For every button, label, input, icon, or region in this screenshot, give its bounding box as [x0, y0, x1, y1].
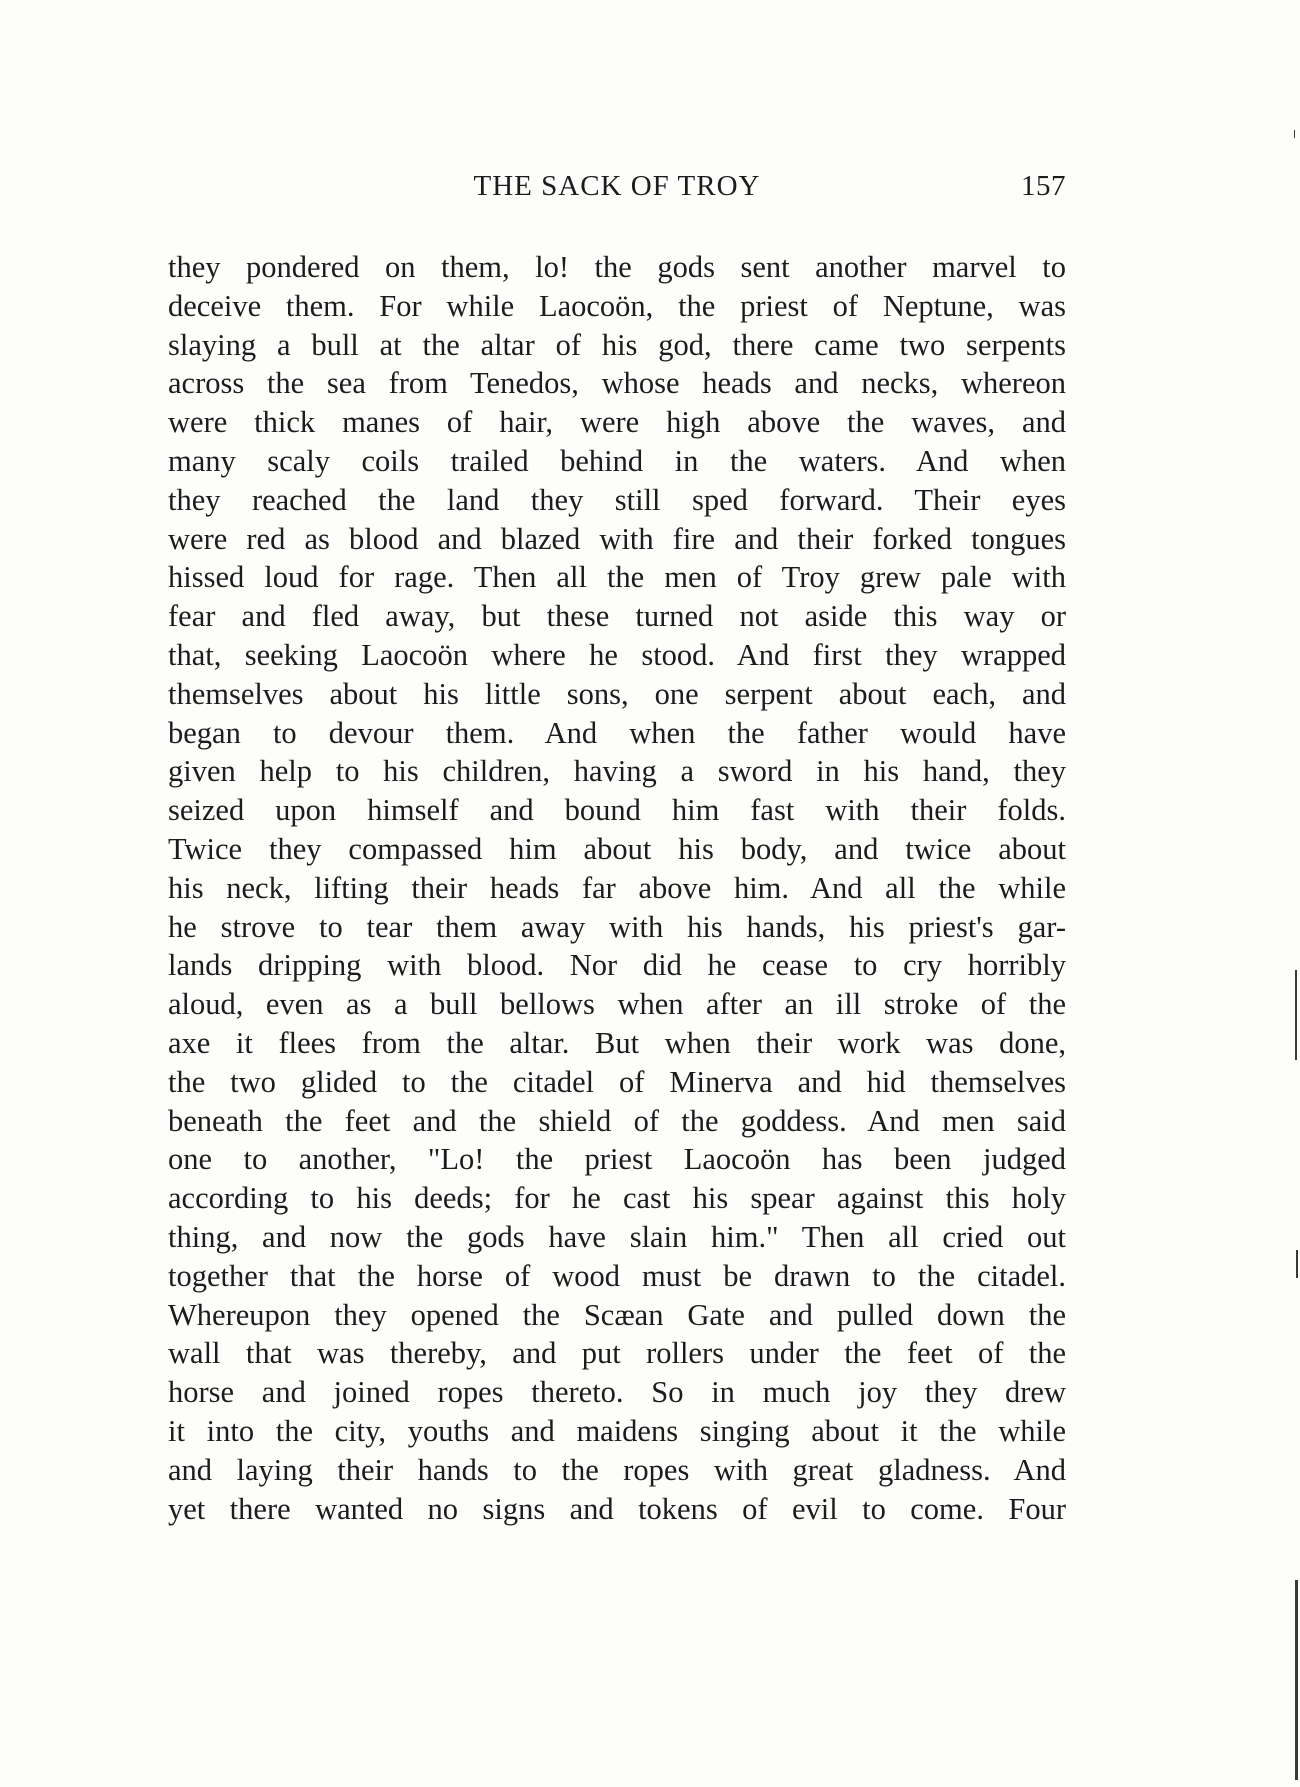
text-line: and laying their hands to the ropes with great gladness. And	[168, 1452, 1066, 1487]
text-line: fear and fled away, but these turned not aside this way or	[168, 599, 1066, 634]
text-line: themselves about his little sons, one serpent about each, and	[168, 676, 1066, 711]
text-line: the two glided to the citadel of Minerva and hid themselves	[168, 1064, 1066, 1099]
text-line: began to devour them. And when the father would have	[168, 715, 1066, 750]
text-line: seized upon himself and bound him fast with their folds.	[168, 793, 1066, 828]
text-line: that, seeking Laocoön where he stood. And first they wrapped	[168, 637, 1066, 672]
text-line: were thick manes of hair, were high above the waves, and	[168, 405, 1066, 440]
text-line: yet there wanted no signs and tokens of evil to come. Four	[168, 1491, 1066, 1526]
text-line: wall that was thereby, and put rollers under the feet of the	[168, 1336, 1066, 1371]
scan-edge-mark	[1295, 1580, 1298, 1780]
text-line: hissed loud for rage. Then all the men of Troy grew pale with	[168, 560, 1066, 595]
text-line: given help to his children, having a sword in his hand, they	[168, 754, 1066, 789]
chapter-title: THE SACK OF TROY	[473, 170, 761, 202]
running-head	[168, 170, 1066, 210]
scan-edge-mark	[1294, 130, 1295, 138]
text-line: deceive them. For while Laocoön, the priest of Neptune, was	[168, 288, 1066, 323]
text-line: one to another, "Lo! the priest Laocoön has been judged	[168, 1142, 1066, 1177]
text-line: axe it flees from the altar. But when their work was done,	[168, 1025, 1066, 1060]
text-line: many scaly coils trailed behind in the waters. And when	[168, 443, 1066, 478]
text-line: he strove to tear them away with his hands, his priest's gar-	[168, 909, 1066, 944]
body-text	[168, 248, 1066, 1528]
text-line: were red as blood and blazed with fire and their forked tongues	[168, 521, 1066, 556]
text-line: it into the city, youths and maidens singing about it the while	[168, 1413, 1066, 1448]
text-line: his neck, lifting their heads far above him. And all the while	[168, 870, 1066, 905]
page-number: 157	[1021, 170, 1066, 202]
text-line: lands dripping with blood. Nor did he cease to cry horribly	[168, 948, 1066, 983]
text-line: they pondered on them, lo! the gods sent another marvel to	[168, 250, 1066, 284]
text-line: aloud, even as a bull bellows when after an ill stroke of the	[168, 987, 1066, 1022]
scan-edge-mark	[1295, 970, 1297, 1060]
text-line: across the sea from Tenedos, whose heads and necks, whereon	[168, 366, 1066, 401]
text-line: together that the horse of wood must be drawn to the citadel.	[168, 1258, 1066, 1293]
text-line: Twice they compassed him about his body, and twice about	[168, 831, 1066, 866]
text-line: horse and joined ropes thereto. So in much joy they drew	[168, 1375, 1066, 1410]
text-line: thing, and now the gods have slain him." Then all cried out	[168, 1219, 1066, 1254]
text-line: they reached the land they still sped forward. Their eyes	[168, 482, 1066, 517]
scan-edge-mark	[1296, 1250, 1298, 1278]
text-line: beneath the feet and the shield of the goddess. And men said	[168, 1103, 1066, 1138]
text-line: according to his deeds; for he cast his spear against this holy	[168, 1181, 1066, 1216]
text-line: slaying a bull at the altar of his god, there came two serpents	[168, 327, 1066, 362]
text-line: Whereupon they opened the Scæan Gate and pulled down the	[168, 1297, 1066, 1332]
